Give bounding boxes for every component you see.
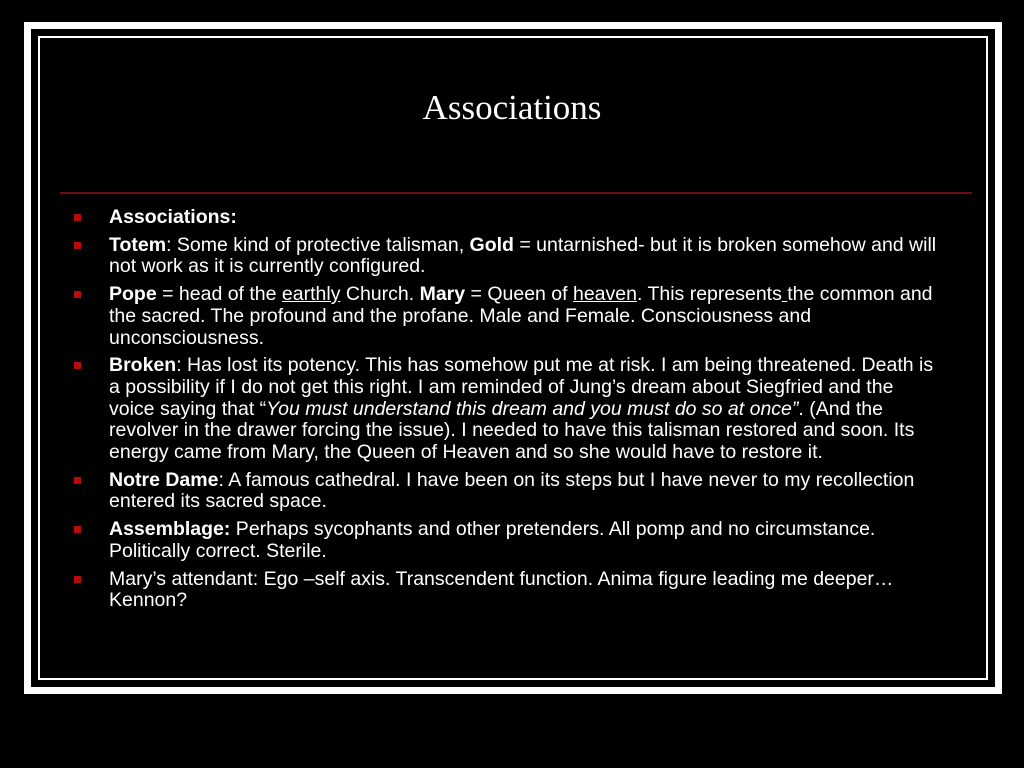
bullet-item-associations: [72, 207, 942, 229]
underlined-text: heaven: [572, 283, 637, 306]
square-bullet-icon: [74, 291, 81, 298]
square-bullet-icon: [74, 576, 81, 583]
square-bullet-icon: [74, 214, 81, 221]
bullet-list: [72, 207, 942, 612]
bullet-term: Totem: [109, 233, 167, 256]
bullet-term: Gold: [469, 233, 514, 256]
slide-title: Associations: [422, 88, 602, 127]
bullet-item-broken: [72, 355, 942, 464]
square-bullet-icon: [74, 477, 81, 484]
italic-quote: You must understand this dream and you must do so at once”: [266, 397, 799, 420]
bullet-text: the common and the sacred. The profound and the profane. Male and Female. Consciousness and unconsciousness.: [109, 283, 933, 349]
square-bullet-icon: [74, 362, 81, 369]
bullet-term: Assemblage:: [109, 518, 231, 541]
bullet-item-notre-dame: [72, 470, 942, 513]
bullet-text: Perhaps sycophants and other pretenders. All pomp and no circumstance. Politically correct. Sterile.: [109, 518, 876, 562]
bullet-text: Church.: [340, 283, 420, 306]
bullet-term: Broken: [109, 354, 177, 377]
bullet-term: Mary: [419, 283, 466, 306]
bullet-item-pope: [72, 284, 942, 349]
title-divider: [60, 192, 972, 194]
square-bullet-icon: [74, 526, 81, 533]
bullet-item-marys-attendant: [72, 569, 942, 612]
bullet-item-assemblage: [72, 519, 942, 562]
bullet-text: : Some kind of protective talisman,: [166, 233, 470, 256]
bullet-text: : Has lost its potency. This has somehow put me at risk. I am being threatened. Death is a possibility if I do not get this right. I am reminded of Jung’s dream about Siegfried and the voice saying that “: [109, 354, 934, 420]
bullet-term: Pope: [109, 283, 157, 306]
bullet-text: : A famous cathedral. I have been on its steps but I have never to my recollection entered its sacred space.: [109, 468, 915, 513]
underlined-text: earthly: [281, 283, 341, 306]
bullet-term: Associations:: [109, 206, 237, 228]
square-bullet-icon: [74, 242, 81, 249]
bullet-text: . This represents: [636, 283, 782, 306]
bullet-text: Mary’s attendant: Ego –self axis. Transcendent function. Anima figure leading me deeper… Kennon?: [109, 567, 894, 612]
bullet-text: . (And the revolver in the drawer forcing the issue). I needed to have this talisman restored and soon. Its energy came from Mary, the Queen of Heaven and so she would have to restore it.: [109, 397, 915, 464]
bullet-item-totem: [72, 235, 942, 278]
bullet-text: = Queen of: [465, 283, 573, 306]
slide-content: [72, 207, 942, 618]
bullet-term: Notre Dame: [109, 468, 219, 491]
bullet-text: = head of the: [156, 283, 282, 306]
bullet-text: = untarnished- but it is broken somehow and will not work as it is currently configured.: [109, 233, 937, 278]
